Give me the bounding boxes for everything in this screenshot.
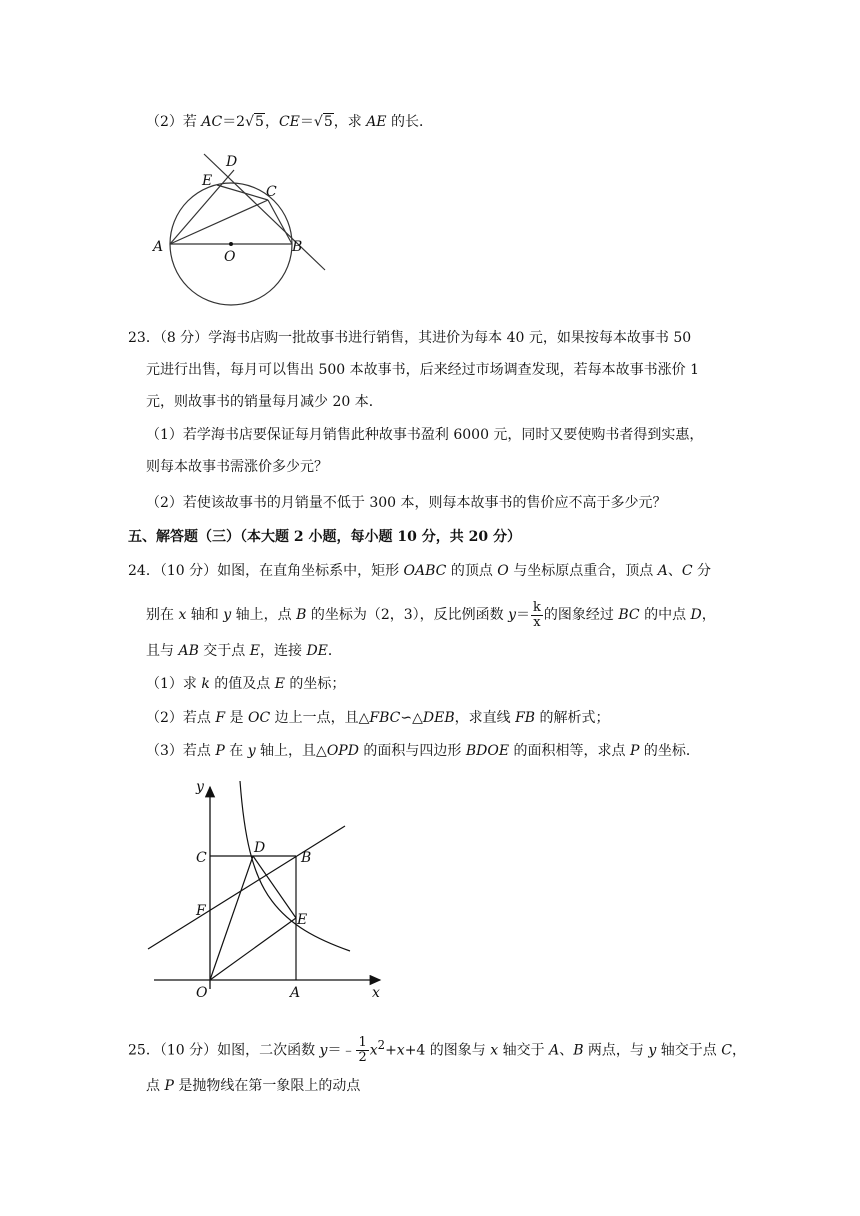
text: 、: [559, 1042, 574, 1059]
var: y: [319, 1042, 328, 1059]
label-O: O: [224, 249, 236, 265]
text: ，连接: [260, 643, 307, 659]
q22-part2: [146, 112, 433, 132]
text: 的面积与四边形: [358, 743, 466, 759]
q24-line2: [146, 600, 716, 630]
q23-part1-a: （1）若学海书店要保证每月销售此种故事书盈利 6000 元，同时又要使购书者得到实惠，: [146, 427, 704, 443]
text: （2）若点: [146, 710, 216, 726]
var: C: [681, 563, 693, 579]
q23-line2: 元进行出售，每月可以售出 500 本故事书，后来经过市场调查发现，若每本故事书涨价 1: [146, 362, 699, 378]
label-D: D: [254, 840, 266, 856]
tangent-line: [204, 154, 325, 270]
q25-line1: [128, 1030, 746, 1066]
var: D: [690, 607, 702, 623]
var-AE: AE: [366, 114, 387, 130]
var: P: [629, 743, 640, 759]
var: FBC: [369, 710, 401, 726]
text: （2）若: [146, 114, 202, 130]
var: BDOE: [465, 743, 510, 759]
text: 与坐标原点重合，顶点: [508, 563, 658, 579]
q23-part1-b: 则每本故事书需涨价多少元？: [146, 459, 328, 475]
var: x: [396, 1042, 405, 1059]
var: E: [274, 676, 285, 692]
var: A: [657, 563, 668, 579]
var: P: [164, 1078, 174, 1094]
q23-part2: （2）若使该故事书的月销量不低于 300 本，则每本故事书的售价应不高于多少元？: [146, 495, 667, 511]
text: 边上一点，且△: [270, 710, 370, 726]
text: 24．（10 分）如图，在直角坐标系中，矩形: [128, 563, 404, 579]
text: ，: [701, 607, 716, 623]
text: 的坐标．: [639, 743, 700, 759]
var: P: [215, 743, 225, 759]
label-B: B: [301, 850, 312, 866]
label-D: D: [226, 154, 238, 170]
text: 点: [146, 1078, 165, 1094]
segment-OE: [210, 918, 296, 980]
text: 、: [667, 563, 682, 579]
text: ，: [731, 1042, 746, 1059]
text: ，求直线: [454, 710, 516, 726]
text: +4 的图象与: [404, 1042, 491, 1059]
text: 两点，与: [583, 1042, 649, 1059]
var: y: [508, 607, 517, 623]
text: 轴上，且△: [255, 743, 327, 759]
q24-part2: [146, 708, 610, 728]
q23-line1: 23．（8 分）学海书店购一批故事书进行销售，其进价为每本 40 元，如果按每本故事书 50: [128, 330, 692, 346]
segment-OD: [210, 856, 253, 980]
text: ．: [327, 643, 342, 659]
label-B: B: [292, 239, 303, 255]
label-A: A: [290, 985, 301, 1001]
var: AB: [178, 643, 199, 659]
var: A: [549, 1042, 560, 1059]
var: OPD: [326, 743, 359, 759]
text: 的顶点: [446, 563, 498, 579]
q22-circle-figure: [140, 148, 340, 313]
text: 且与: [146, 643, 179, 659]
text: 轴和: [186, 607, 224, 623]
var: x: [490, 1042, 499, 1059]
text: 是抛物线在第一象限上的动点: [173, 1078, 361, 1094]
denominator: 2: [358, 1050, 367, 1066]
numerator: 1: [358, 1035, 367, 1051]
text: 别在: [146, 607, 179, 623]
q23-line3: 元，则故事书的销量每月减少 20 本．: [146, 394, 383, 410]
text: ＝2: [222, 114, 246, 130]
text: 的中点: [639, 607, 691, 623]
q24-coordinate-figure: [140, 775, 400, 1005]
text: ＝﹣: [327, 1042, 356, 1059]
text: 的长．: [386, 114, 433, 130]
label-y: y: [196, 779, 204, 795]
var: x: [178, 607, 187, 623]
label-x: x: [372, 985, 380, 1001]
center-dot: [229, 242, 233, 246]
var: E: [249, 643, 260, 659]
text: 的面积相等，求点: [509, 743, 630, 759]
numerator: k: [533, 599, 541, 615]
text: +: [385, 1042, 397, 1059]
text: 在: [224, 743, 248, 759]
q24-line3: [146, 641, 342, 661]
text: 分: [692, 563, 711, 579]
q24-line1: [128, 561, 711, 581]
text: 交于点: [198, 643, 250, 659]
var-AC: AC: [201, 114, 223, 130]
segment-DE: [253, 856, 296, 918]
text: ∽△: [400, 710, 423, 726]
var: OABC: [403, 563, 447, 579]
label-E: E: [202, 173, 213, 189]
var-CE: CE: [278, 114, 300, 130]
section-heading: 五、解答题（三）（本大题 2 小题，每小题 10 分，共 20 分）: [128, 529, 521, 545]
text: 25．（10 分）如图，二次函数: [128, 1042, 320, 1059]
text: 的图象经过: [543, 607, 619, 623]
fraction-one-half: [356, 1036, 368, 1065]
radicand: 5: [255, 114, 264, 130]
hyperbola: [240, 781, 350, 951]
label-O: O: [196, 985, 208, 1001]
text: 是: [225, 710, 248, 726]
text: 的坐标；: [284, 676, 346, 692]
radicand: 5: [323, 114, 333, 130]
text: ，: [264, 114, 279, 130]
label-C: C: [266, 184, 277, 200]
exponent: 2: [377, 1038, 386, 1052]
denominator: x: [533, 614, 541, 630]
text: 的坐标为（2，3），反比例函数: [306, 607, 509, 623]
label-F: F: [196, 903, 206, 919]
var: y: [648, 1042, 657, 1059]
segment-EC: [217, 185, 268, 200]
text: 轴上，点: [231, 607, 297, 623]
text: 的解析式；: [535, 710, 610, 726]
var: DEB: [422, 710, 455, 726]
var: OC: [247, 710, 271, 726]
label-E: E: [297, 912, 308, 928]
var: O: [497, 563, 509, 579]
var: B: [296, 607, 307, 623]
label-A: A: [153, 239, 164, 255]
var: B: [573, 1042, 584, 1059]
fraction-k-over-x: [531, 601, 543, 630]
var: BC: [618, 607, 640, 623]
sqrt-5: √5: [245, 114, 264, 130]
var: y: [223, 607, 232, 623]
var: y: [247, 743, 256, 759]
segment-AC: [170, 200, 268, 244]
var: FB: [515, 710, 536, 726]
var: DE: [306, 643, 328, 659]
var: x: [369, 1042, 378, 1059]
var: k: [201, 676, 210, 692]
label-C: C: [196, 850, 207, 866]
q24-part1: [146, 674, 345, 694]
sqrt-5: √5: [313, 114, 333, 130]
text: 的值及点: [209, 676, 275, 692]
q25-line2: [146, 1076, 360, 1096]
text: ＝: [299, 114, 314, 130]
text: ，求: [333, 114, 367, 130]
text: （1）求: [146, 676, 202, 692]
text: 轴交于点: [656, 1042, 722, 1059]
text: 轴交于: [498, 1042, 550, 1059]
line-FB: [148, 826, 345, 949]
text: （3）若点: [146, 743, 216, 759]
text: ＝: [516, 607, 531, 623]
var: C: [721, 1042, 732, 1059]
q24-part3: [146, 741, 700, 761]
var: F: [215, 710, 226, 726]
